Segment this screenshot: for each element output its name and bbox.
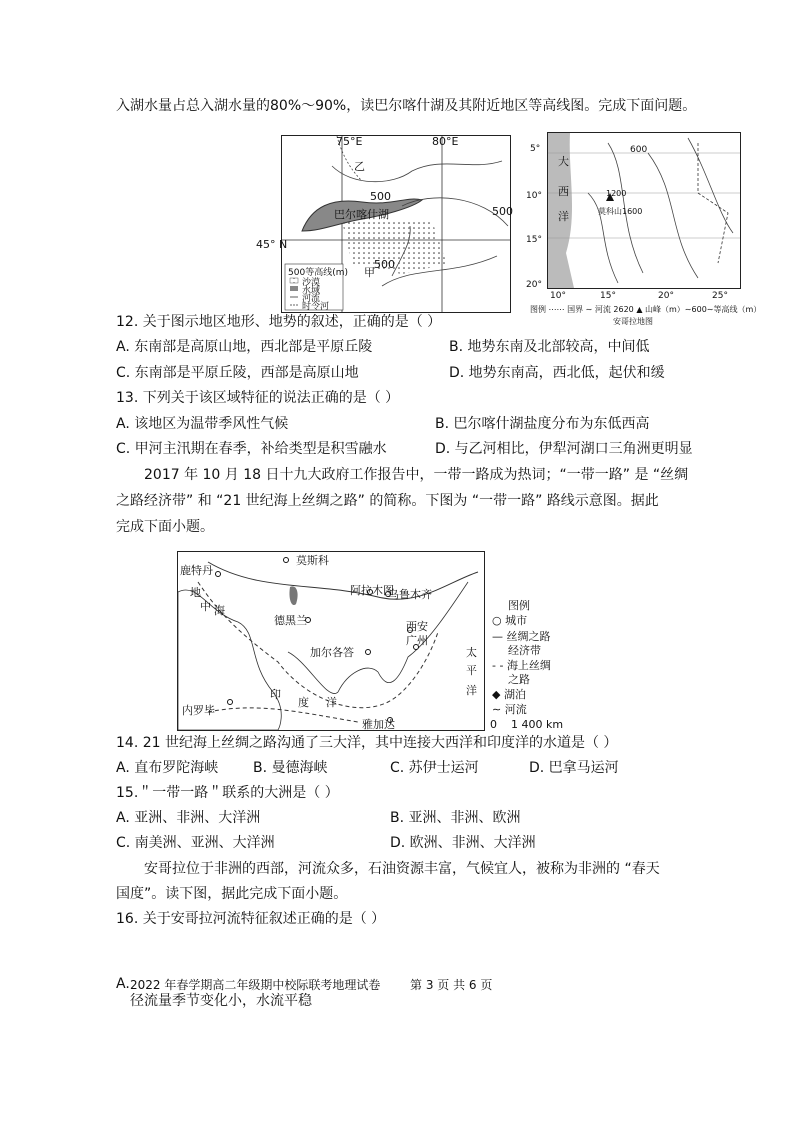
angola-paragraph-line2: 国度”。读下图，据此完成下面小题。 [116,886,348,902]
belt-paragraph-line3: 完成下面小题。 [116,519,214,535]
legend-city: ○ 城市 [492,614,528,627]
yi-river-label: 乙 [354,160,365,173]
q13-option-a: A. 该地区为温带季风性气候 [116,416,289,432]
city-tehran: 德黑兰 [274,614,307,627]
legend-seasonal-river: 时令河 [302,302,330,312]
legend-desert: 沙漠 [302,278,321,288]
q13-option-d: D. 与乙河相比，伊犁河湖口三角洲更明显 [435,441,693,457]
angola-caption: 安哥拉地图 [613,317,653,326]
q16-stem: 16. 关于安哥拉河流特征叙述正确的是（ ） [116,911,386,927]
city-nairobi: 内罗毕 [182,704,215,717]
lon-15: 15° [600,291,616,301]
contour-1200: 1200 [606,189,627,198]
q14-option-a: A. 直布罗陀海峡 [116,760,219,776]
belt-road-map [177,551,485,731]
q12-option-d: D. 地势东南高，西北低，起伏和缓 [449,365,665,381]
contour-500-a: 500 [370,190,391,203]
q15-option-b: B. 亚洲、非洲、欧洲 [390,810,521,826]
q12-option-b: B. 地势东南及北部较高，中间低 [449,339,650,355]
ocean-ping: 平 [466,664,477,677]
q13-stem: 13. 下列关于该区域特征的说法正确的是（ ） [116,390,400,406]
balkhash-contour-map [281,135,511,313]
city-guangzhou: 广州 [406,634,428,647]
city-jakarta: 雅加达 [362,718,395,731]
contour-600: 600 [630,145,648,155]
legend-title: 图例 [508,599,530,612]
city-urumqi: 乌鲁木齐 [388,588,432,601]
lat-15: 15° [526,235,542,245]
ocean-label-1: 大 [558,155,569,168]
ocean-tai: 太 [466,646,477,659]
legend-river: ∼ 河流 [492,703,527,716]
angola-paragraph-line1: 安哥拉位于非洲的西部，河流众多，石油资源丰富，气候宜人，被称为非洲的 “春天 [144,861,660,877]
q14-option-c: C. 苏伊士运河 [390,760,479,776]
ocean-yin: 印 [270,688,281,701]
lat-45-label: 45° N [256,238,288,251]
legend-contour: 500等高线(m) [288,268,348,278]
legend-sea-route-2: 之路 [508,673,530,686]
legend-belt: — 丝绸之路 [492,630,551,643]
q16-option-a-letter: A. [116,976,130,992]
ocean-label-3: 洋 [558,210,569,223]
contour-500-c: 500 [374,258,395,271]
city-almaty: 阿拉木图 [350,584,394,597]
lon-20: 20° [658,291,674,301]
contour-1600: 1600 [622,207,643,216]
lon-80-label: 80°E [432,135,459,148]
q15-option-c: C. 南美洲、亚洲、大洋洲 [116,835,275,851]
q13-option-c: C. 甲河主汛期在春季，补给类型是积雪融水 [116,441,387,457]
q12-option-c: C. 东南部是平原丘陵，西部是高原山地 [116,365,359,381]
ocean-du: 度 [298,696,309,709]
q15-stem: 15.＂一带一路＂联系的大洲是（ ） [116,785,339,801]
q15-option-d: D. 欧洲、非洲、大洋洲 [390,835,536,851]
legend-belt-2: 经济带 [508,644,541,657]
jia-river-label: 甲 [364,266,375,279]
city-moscow: 莫斯科 [296,554,329,567]
city-rotterdam: 鹿特丹 [180,564,213,577]
belt-paragraph-line2: 之路经济带” 和 “21 世纪海上丝绸之路” 的简称。下图为 “一带一路” 路线示意图。据此 [116,493,659,509]
q16-option-a-text: 径流量季节变化小，水流平稳 [130,993,312,1009]
lat-5: 5° [530,144,541,154]
city-xian: 西安 [406,620,428,633]
q13-option-b: B. 巴尔喀什湖盐度分布为东低西高 [435,416,650,432]
legend-sea-route: - - 海上丝绸 [492,659,551,672]
intro-text: 入湖水量占总入湖水量的80%～90%，读巴尔喀什湖及其附近地区等高线图。完成下面问题。 [116,98,697,114]
ocean-yang2: 洋 [326,696,337,709]
q15-option-a: A. 亚洲、非洲、大洋洲 [116,810,261,826]
lon-75-label: 75°E [336,135,363,148]
scale-bar: 0 1 400 km [490,718,564,731]
q12-option-a: A. 东南部是高原山地，西北部是平原丘陵 [116,339,373,355]
q12-stem: 12. 关于图示地区地形、地势的叙述，正确的是（ ） [116,314,442,330]
angola-legend: 图例 ⋯⋯ 国界 ∼ 河流 2620 ▲ 山峰（m）∼600∼等高线（m） [530,305,762,314]
sea-label-di: 地 [190,586,201,599]
sea-label-zhong: 中 [200,600,211,613]
peak-label: 莫科山 [598,207,622,216]
exam-footer-title: 2022 年春学期高二年级期中校际联考地理试卷 [130,978,381,992]
angola-map [547,132,741,289]
sea-label-hai: 海 [214,604,225,617]
city-kolkata: 加尔各答 [310,646,354,659]
q14-stem: 14. 21 世纪海上丝绸之路沟通了三大洋，其中连接大西洋和印度洋的水道是（ ） [116,735,618,751]
legend-water: 水域 [302,286,321,296]
ocean-yang: 洋 [466,684,477,697]
legend-lake: ◆ 湖泊 [492,688,526,701]
lat-20: 20° [526,280,542,290]
q14-option-b: B. 曼德海峡 [253,760,328,776]
contour-500-b: 500 [492,205,513,218]
lat-10: 10° [526,191,542,201]
lon-25: 25° [712,291,728,301]
page-number: 第 3 页 共 6 页 [410,978,493,992]
lon-10: 10° [550,291,566,301]
lake-label: 巴尔喀什湖 [334,208,389,221]
legend-river: 河流 [302,294,321,304]
ocean-label-2: 西 [558,185,569,198]
belt-paragraph-line1: 2017 年 10 月 18 日十九大政府工作报告中，一带一路成为热词；“一带一路” 是 “丝绸 [144,467,689,483]
q14-option-d: D. 巴拿马运河 [529,760,619,776]
